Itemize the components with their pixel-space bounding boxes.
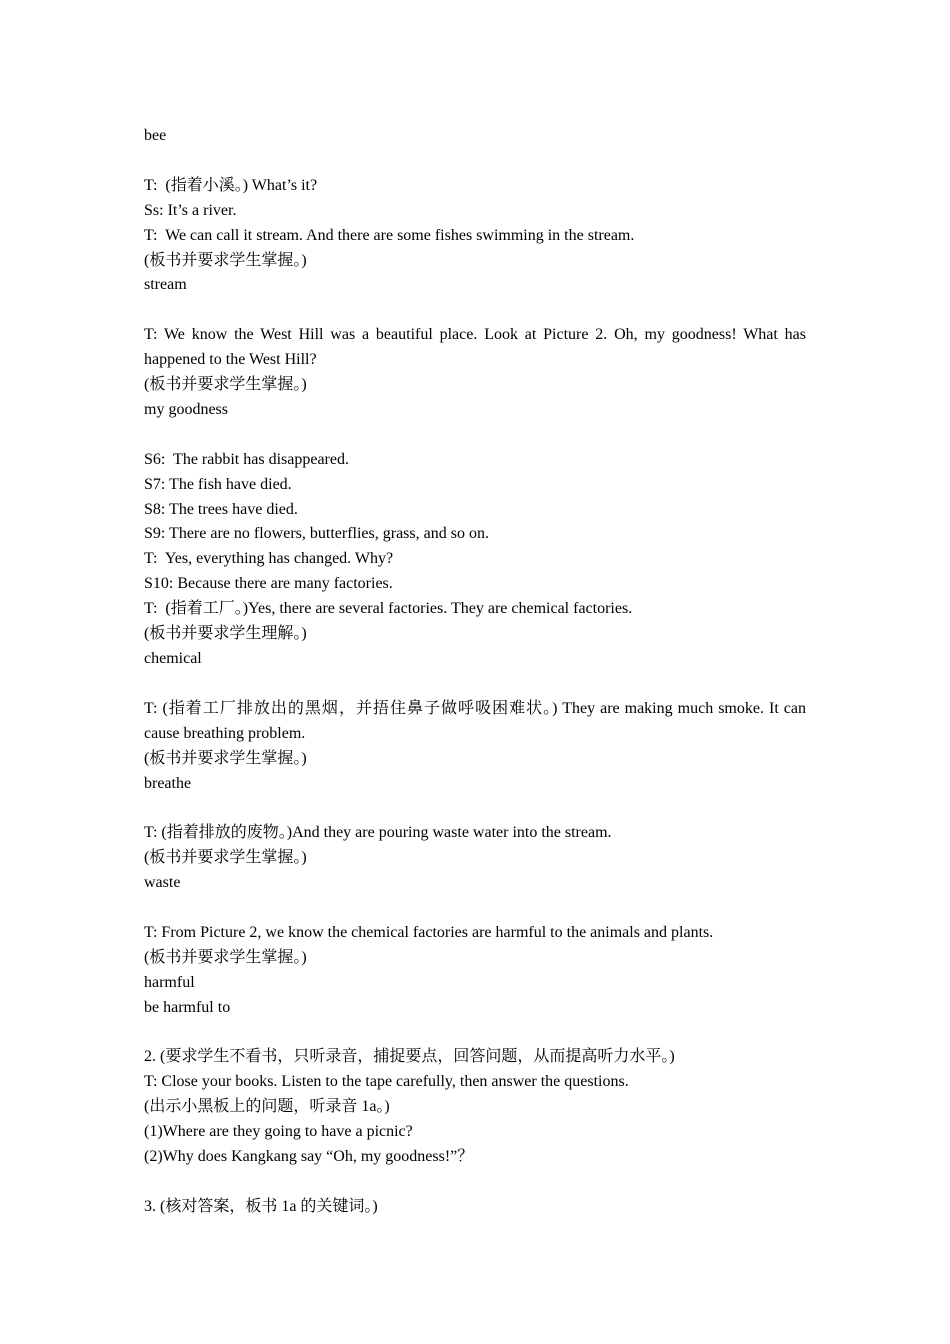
vocab-word-stream: stream: [144, 276, 187, 294]
step-heading: 3. (核对答案，板书 1a 的关键词。): [144, 1197, 378, 1215]
vocab-word-breathe: breathe: [144, 774, 192, 792]
dialogue-line: T: Close your books. Listen to the tape carefully, then answer the questions.: [144, 1073, 629, 1091]
board-note: (板书并要求学生掌握。): [144, 251, 307, 269]
board-note: (板书并要求学生掌握。): [144, 749, 307, 767]
board-note: (板书并要求学生理解。): [144, 625, 307, 643]
dialogue-line: T: (指着小溪。) What’s it?: [144, 176, 318, 194]
dialogue-line: S7: The fish have died.: [144, 475, 292, 493]
dialogue-line: S10: Because there are many factories.: [144, 575, 393, 593]
blank-line: [144, 1021, 806, 1046]
vocab-phrase-be-harmful-to: be harmful to: [144, 998, 231, 1016]
blank-line: [144, 149, 806, 174]
dialogue-paragraph: T: We know the West Hill was a beautiful place. Look at Picture 2. Oh, my goodness! What has happened to the West Hill?: [144, 326, 806, 369]
blank-line: [144, 796, 806, 821]
dialogue-line: T: (指着排放的废物。)And they are pouring waste water into the stream.: [144, 824, 612, 842]
board-note: (板书并要求学生掌握。): [144, 849, 307, 867]
blank-line: [144, 298, 806, 323]
vocab-word-harmful: harmful: [144, 973, 195, 991]
vocab-word-chemical: chemical: [144, 649, 202, 667]
question-item: (1)Where are they going to have a picnic?: [144, 1123, 413, 1141]
vocab-word-bee: bee: [144, 127, 167, 144]
blank-line: [144, 896, 806, 921]
dialogue-line: T: We can call it stream. And there are some fishes swimming in the stream.: [144, 226, 635, 244]
vocab-word-my-goodness: my goodness: [144, 400, 228, 418]
dialogue-line: Ss: It’s a river.: [144, 201, 237, 219]
board-note: (出示小黑板上的问题，听录音 1a。): [144, 1098, 390, 1116]
dialogue-line: S8: The trees have died.: [144, 500, 298, 518]
blank-line: [144, 672, 806, 697]
dialogue-line: S6: The rabbit has disappeared.: [144, 450, 349, 468]
board-note: (板书并要求学生掌握。): [144, 376, 307, 394]
dialogue-line: T: (指着工厂。)Yes, there are several factories. They are chemical factories.: [144, 600, 633, 618]
blank-line: [144, 1170, 806, 1195]
document-body: [144, 124, 806, 1220]
step-heading: 2. (要求学生不看书，只听录音，捕捉要点，回答问题，从而提高听力水平。): [144, 1048, 675, 1066]
dialogue-paragraph: T: (指着工厂排放出的黑烟，并捂住鼻子做呼吸困难状。) They are making much smoke. It can cause breathing problem.: [144, 699, 806, 742]
vocab-word-waste: waste: [144, 874, 181, 892]
blank-line: [144, 423, 806, 448]
dialogue-line: S9: There are no flowers, butterflies, grass, and so on.: [144, 525, 489, 543]
board-note: (板书并要求学生掌握。): [144, 948, 307, 966]
dialogue-line: T: Yes, everything has changed. Why?: [144, 550, 394, 568]
question-item: (2)Why does Kangkang say “Oh, my goodness!”？: [144, 1148, 474, 1166]
dialogue-line: T: From Picture 2, we know the chemical factories are harmful to the animals and plants.: [144, 923, 714, 941]
